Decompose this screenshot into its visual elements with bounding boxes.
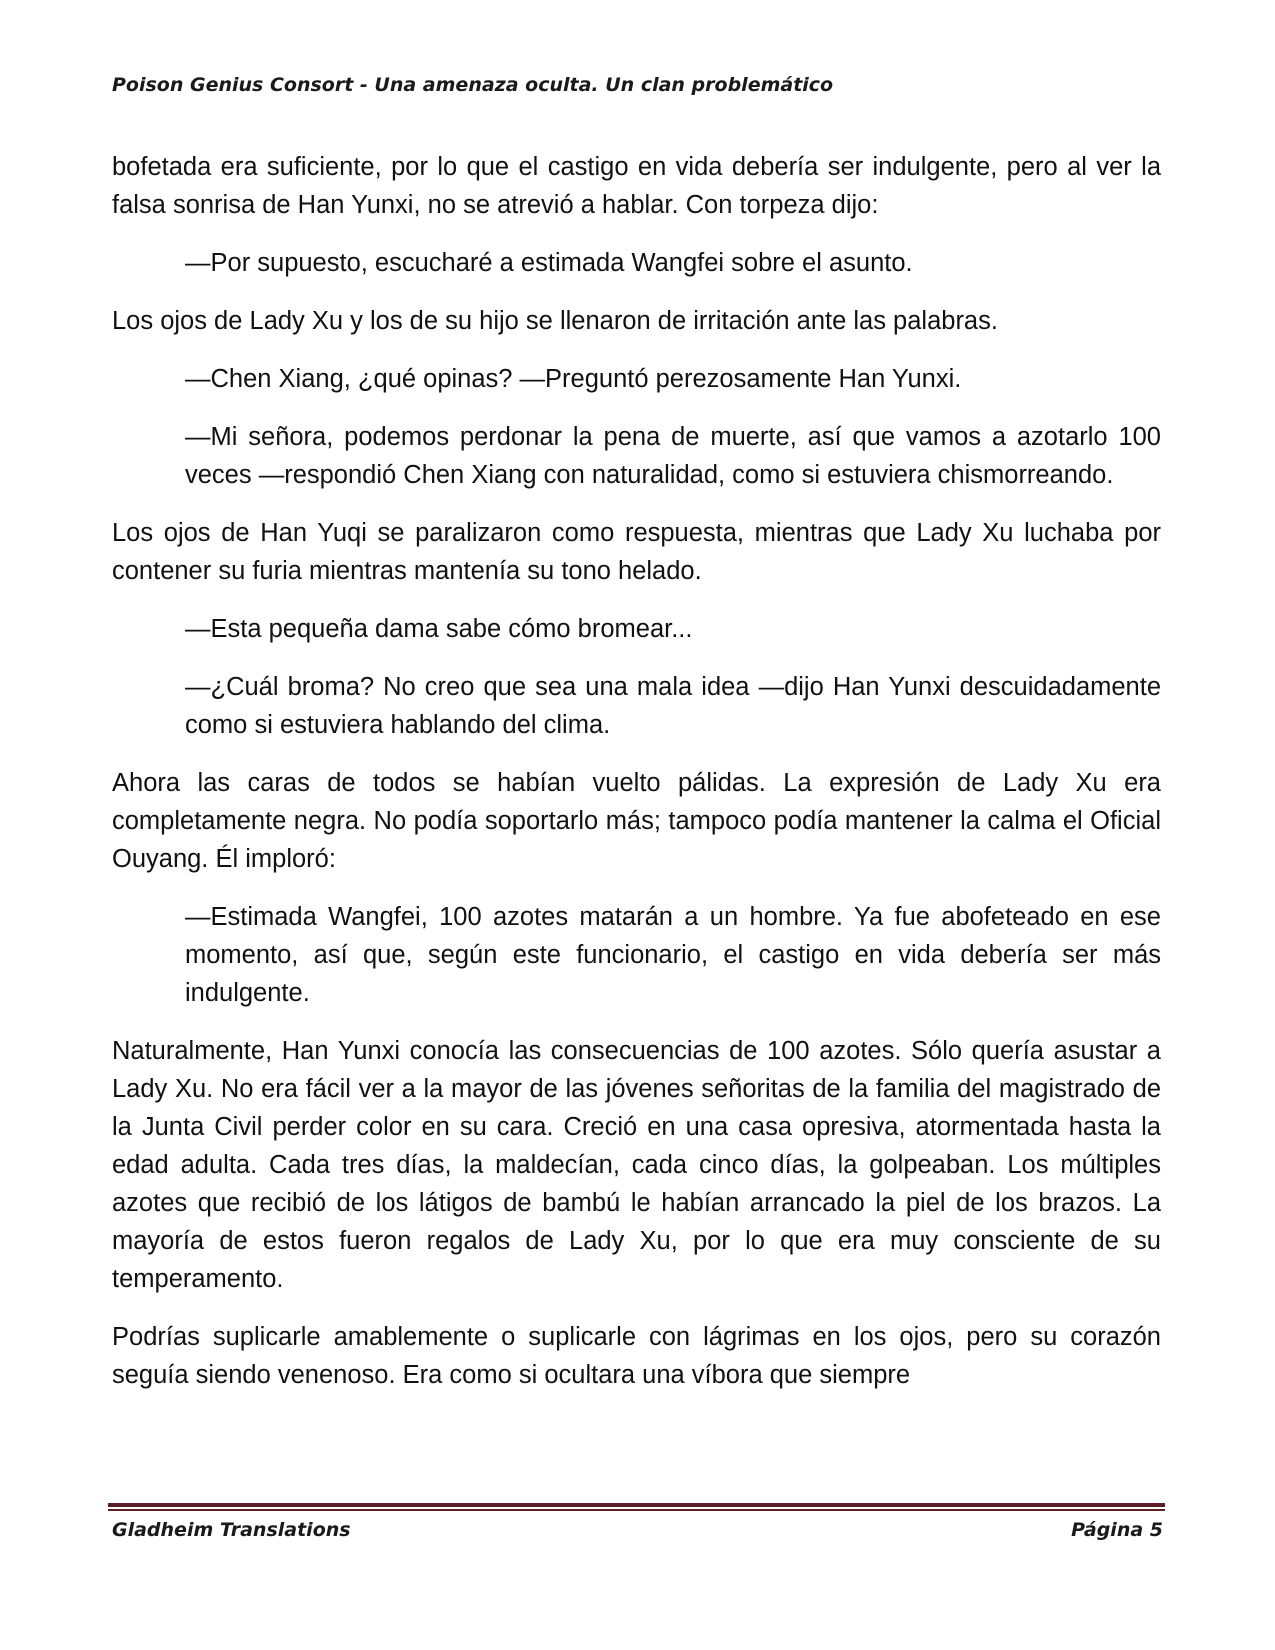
dialogue-line: —Mi señora, podemos perdonar la pena de muerte, así que vamos a azotarlo 100 veces —respondió Chen Xiang con naturalidad, como si estuviera chismorreando. xyxy=(185,423,1161,489)
paragraph: Ahora las caras de todos se habían vuelto pálidas. La expresión de Lady Xu era completamente negra. No podía soportarlo más; tampoco podía mantener la calma el Oficial Ouyang. Él imploró: xyxy=(112,769,1161,873)
footer-page-number: Página 5 xyxy=(1071,1519,1163,1541)
dialogue-line: —Esta pequeña dama sabe cómo bromear... xyxy=(185,615,693,643)
paragraph: Los ojos de Lady Xu y los de su hijo se llenaron de irritación ante las palabras. xyxy=(112,307,998,335)
dialogue-line: —Estimada Wangfei, 100 azotes matarán a un hombre. Ya fue abofeteado en ese momento, así que, según este funcionario, el castigo en vida debería ser más indulgente. xyxy=(185,903,1161,1007)
body-text xyxy=(112,148,1161,1414)
footer-translator: Gladheim Translations xyxy=(112,1519,351,1541)
dialogue-line: —Chen Xiang, ¿qué opinas? —Preguntó perezosamente Han Yunxi. xyxy=(185,365,962,393)
paragraph: Podrías suplicarle amablemente o suplicarle con lágrimas en los ojos, pero su corazón seguía siendo venenoso. Era como si ocultara una víbora que siempre xyxy=(112,1323,1161,1389)
paragraph: Naturalmente, Han Yunxi conocía las consecuencias de 100 azotes. Sólo quería asustar a Lady Xu. No era fácil ver a la mayor de las jóvenes señoritas de la familia del magistrado de la Junta Civil perder color en su cara. Creció en una casa opresiva, atormentada hasta la edad adulta. Cada tres días, la maldecían, cada cinco días, la golpeaban. Los múltiples azotes que recibió de los látigos de bambú le habían arrancado la piel de los brazos. La mayoría de estos fueron regalos de Lady Xu, por lo que era muy consciente de su temperamento. xyxy=(112,1037,1161,1293)
running-header: Poison Genius Consort - Una amenaza oculta. Un clan problemático xyxy=(112,74,834,96)
paragraph: Los ojos de Han Yuqi se paralizaron como respuesta, mientras que Lady Xu luchaba por contener su furia mientras mantenía su tono helado. xyxy=(112,519,1161,585)
dialogue-line: —Por supuesto, escucharé a estimada Wangfei sobre el asunto. xyxy=(185,249,913,277)
paragraph: bofetada era suficiente, por lo que el castigo en vida debería ser indulgente, pero al ver la falsa sonrisa de Han Yunxi, no se atrevió a hablar. Con torpeza dijo: xyxy=(112,153,1161,219)
dialogue-line: —¿Cuál broma? No creo que sea una mala idea —dijo Han Yunxi descuidadamente como si estuviera hablando del clima. xyxy=(185,673,1161,739)
footer-divider-thick xyxy=(108,1503,1165,1507)
footer-divider-thin xyxy=(108,1509,1165,1511)
